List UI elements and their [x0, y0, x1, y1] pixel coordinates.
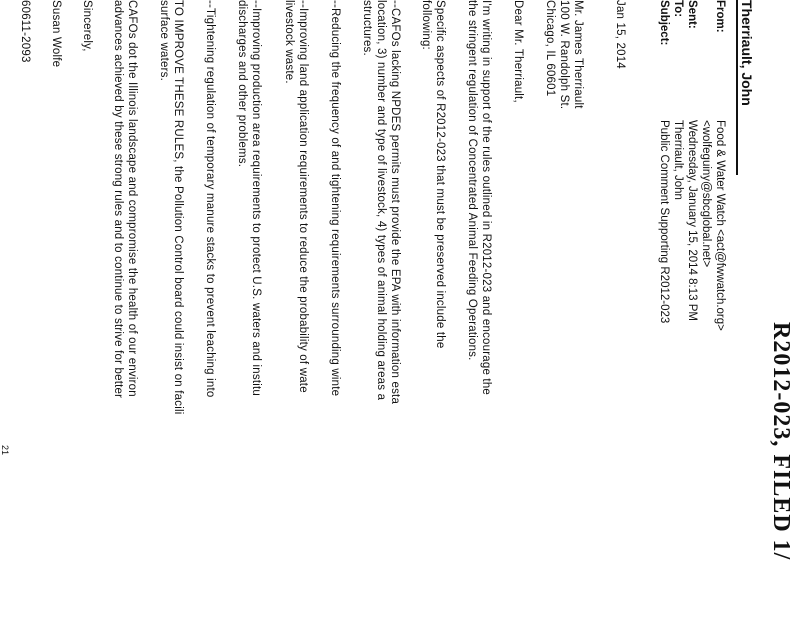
body-line: structures. [361, 0, 373, 56]
filing-stamp: R2012-023, FILED 1/ [768, 322, 794, 561]
sender-name: Therriault, John [736, 0, 755, 175]
salutation: Dear Mr. Therriault, [512, 0, 524, 103]
address-name: Mr. James Therriault [572, 0, 584, 109]
body-line: surface waters. [158, 0, 170, 81]
body-line: TO IMPROVE THESE RULES, the Pollution Control board could insist on facili [172, 0, 184, 415]
from-label: From: [714, 0, 726, 33]
to-label: To: [672, 0, 684, 18]
body-line: discharges and other problems. [236, 0, 248, 168]
sent-label: Sent: [686, 0, 698, 29]
from-value: Food & Water Watch <act@fwwatch.org> [714, 120, 726, 331]
to-value: Therriault, John [672, 120, 684, 200]
subject-label: Subject: [658, 0, 670, 46]
signature-zip: 60611-2093 [19, 0, 31, 63]
body-line: I'm writing in support of the rules outlined in R2012-023 and encourage the [480, 0, 492, 396]
address-city: Chicago, IL 60601 [544, 0, 556, 97]
subject-value: Public Comment Supporting R2012-023 [658, 120, 670, 324]
body-line: --Reducing the frequency of and tightening requirements surrounding winte [329, 0, 341, 397]
body-line: location, 3) number and type of livestock, 4) types of animal holding areas a [375, 0, 387, 401]
body-line: following: [420, 0, 432, 50]
address-street: 100 W. Randolph St. [558, 0, 570, 110]
body-line: livestock waste. [283, 0, 295, 84]
body-line: --CAFOs lacking NPDES permits must provide the EPA with information esta [389, 0, 401, 405]
letter-date: Jan 15, 2014 [614, 0, 626, 69]
body-line: Specific aspects of R2012-023 that must be preserved include the [434, 0, 446, 349]
body-line: advances achieved by these strong rules and to continue to strive for better [112, 0, 124, 399]
signature-name: Susan Wolfe [50, 0, 62, 68]
body-line: the stringent regulation of Concentrated Animal Feeding Operations. [466, 0, 478, 361]
from-value-email: <wolfeguiny@sbcglobal.net> [700, 120, 712, 268]
body-line: --Tightening regulation of temporary manure stacks to prevent leaching into [204, 0, 216, 398]
body-line: --Improving production area requirements to protect U.S. waters and institu [250, 0, 262, 396]
page-number: 21 [0, 445, 10, 456]
closing: Sincerely, [81, 0, 93, 52]
body-line: --Improving land application requirements to reduce the probability of wate [297, 0, 309, 393]
sent-value: Wednesday, January 15, 2014 8:13 PM [686, 120, 698, 321]
body-line: CAFOs dot the Illinois landscape and compromise the health of our environ [126, 0, 138, 397]
